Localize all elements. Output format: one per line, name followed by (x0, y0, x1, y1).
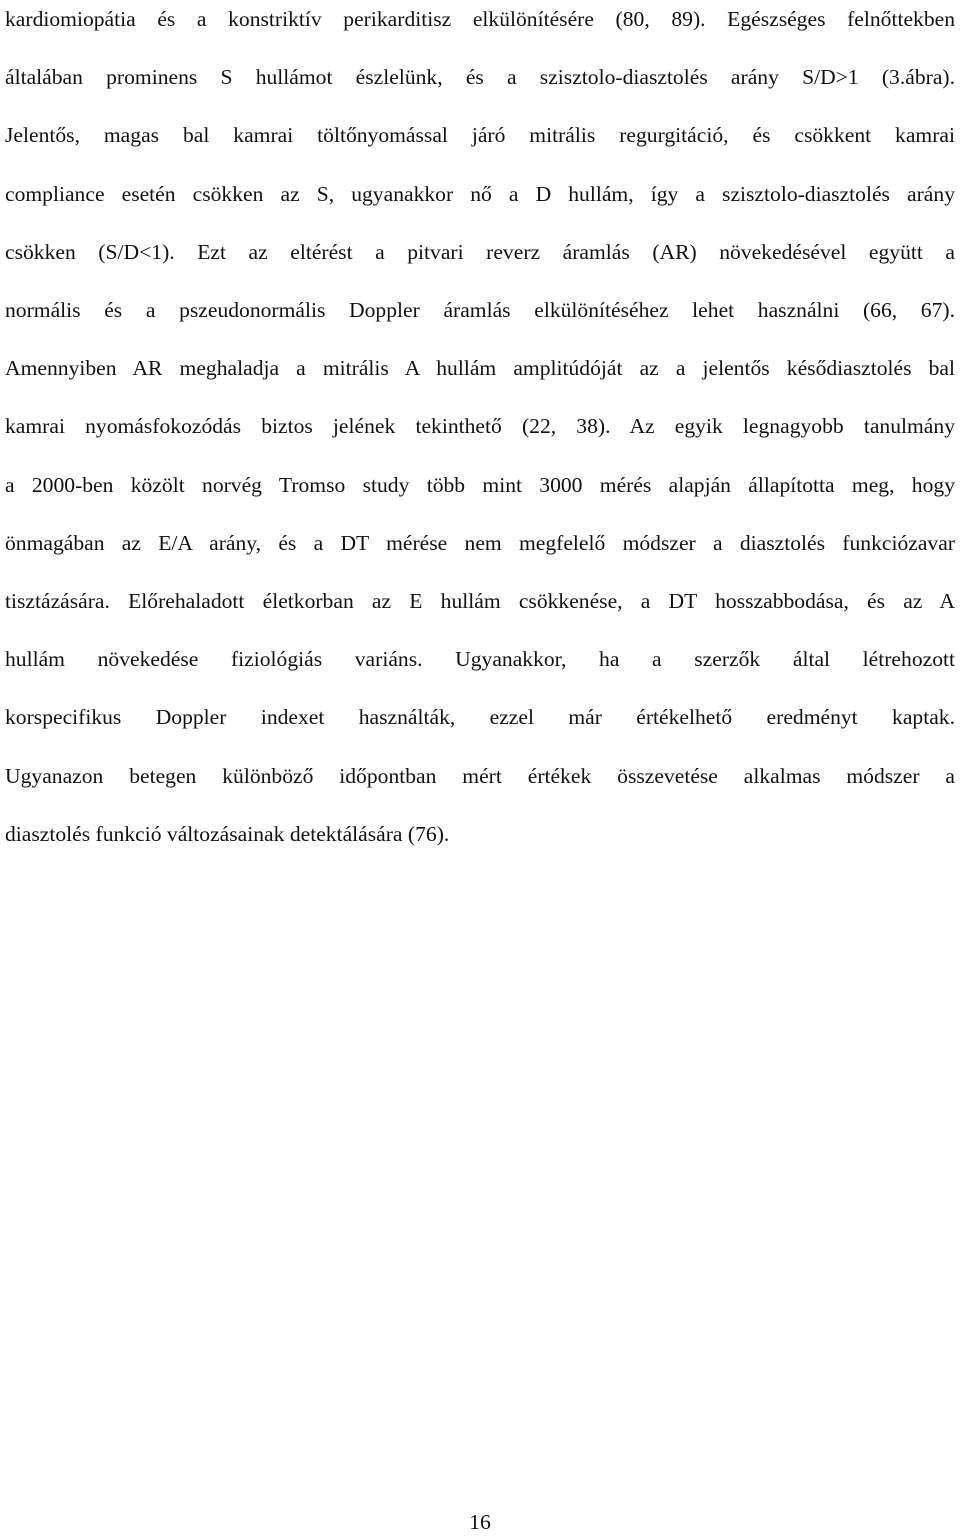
text-line-9: a 2000-ben közölt norvég Tromso study több mint 3000 mérés alapján állapította meg, hogy (5, 472, 955, 497)
text-line-11: tisztázására. Előrehaladott életkorban az E hullám csökkenése, a DT hosszabbodása, és az A (5, 589, 955, 614)
text-line-5: csökken (S/D<1). Ezt az eltérést a pitvari reverz áramlás (AR) növekedésével együtt a (5, 239, 955, 264)
body-paragraph (5, 0, 955, 863)
text-line-3: Jelentős, magas bal kamrai töltőnyomással járó mitrális regurgitáció, és csökkent kamrai (5, 123, 955, 148)
page-number: 16 (469, 1510, 491, 1534)
text-line-6: normális és a pszeudonormális Doppler áramlás elkülönítéséhez lehet használni (66, 67). (5, 298, 955, 323)
text-line-12: hullám növekedése fiziológiás variáns. Ugyanakkor, ha a szerzők által létrehozott (5, 647, 955, 672)
text-line-4: compliance esetén csökken az S, ugyanakkor nő a D hullám, így a szisztolo-diasztolés arány (5, 181, 955, 206)
text-line-2: általában prominens S hullámot észlelünk, és a szisztolo-diasztolés arány S/D>1 (3.ábra). (5, 65, 955, 90)
text-line-10: önmagában az E/A arány, és a DT mérése nem megfelelő módszer a diasztolés funkciózavar (5, 530, 955, 555)
text-line-7: Amennyiben AR meghaladja a mitrális A hullám amplitúdóját az a jelentős késődiasztolés bal (5, 356, 955, 381)
text-line-1: kardiomiopátia és a konstriktív perikarditisz elkülönítésére (80, 89). Egészséges felnőttekben (5, 7, 955, 31)
text-line-15: diasztolés funkció változásainak detektálására (76). (5, 821, 450, 846)
text-line-13: korspecifikus Doppler indexet használták, ezzel már értékelhető eredményt kaptak. (5, 705, 955, 730)
text-line-14: Ugyanazon betegen különböző időpontban mért értékek összevetése alkalmas módszer a (5, 763, 955, 788)
text-line-8: kamrai nyomásfokozódás biztos jelének tekinthető (22, 38). Az egyik legnagyobb tanulmány (5, 414, 955, 439)
